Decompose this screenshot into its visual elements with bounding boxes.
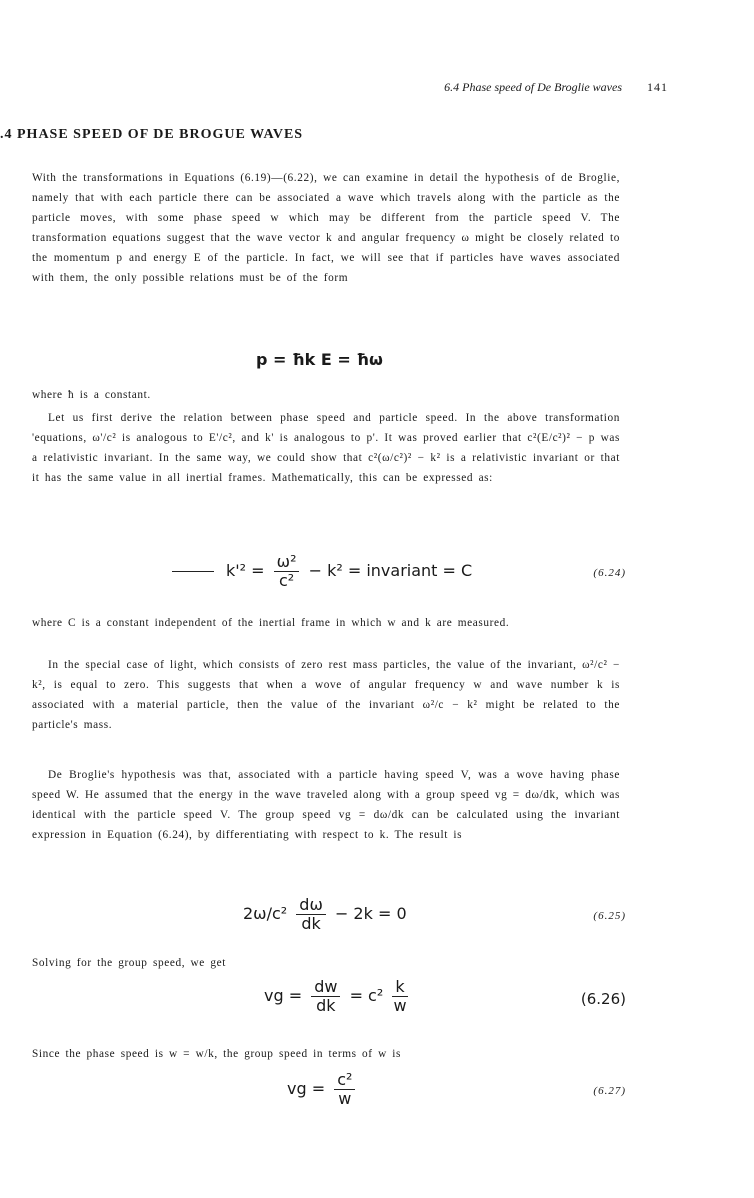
equation-form-text: p = ħk E = ħω <box>256 350 383 369</box>
paragraph-4: where C is a constant independent of the inertial frame in which w and k are measured. <box>32 617 510 629</box>
eq-627-label: (6.27) <box>593 1085 626 1097</box>
paragraph-1: With the transformations in Equations (6.19)—(6.22), we can examine in detail the hypothesis of de Broglie, namely that with each particle there can be associated a wave which travels along with the particle as the particle moves, with some phase speed w which may be different from the particle speed V. The transformation equations suggest that the wave vector k and angular frequency ω might be closely related to the momentum p and energy E of the particle. In fact, we will see that if particles have waves associated with them, the only possible relations must be of the form <box>32 172 620 284</box>
eq-624-label: (6.24) <box>593 567 626 579</box>
eq-625-fraction: $\frac{d\omega}{dk}$ <box>296 896 326 933</box>
eq-624-rhs: − k² = invariant = C <box>308 561 473 580</box>
paragraph-6: De Broglie's hypothesis was that, associated with a particle having speed V, was a wove having phase speed W. He assumed that the energy in the wave traveled along with a group speed vg = dω/dk, which was identical with the particle speed V. The group speed vg = dω/dk can be calculated using the invariant expression in Equation (6.24), by differentiating with respect to k. The result is <box>32 769 620 841</box>
eq-626-lhs: vg = <box>264 986 303 1005</box>
eq-625-label: (6.25) <box>593 910 626 922</box>
eq-626-mid: = c² <box>349 986 384 1005</box>
eq-624-fraction: $\frac{\text{ω²}}{\text{c²}}$ <box>274 553 300 590</box>
eq-626-label: (6.26) <box>580 990 626 1008</box>
leader-dash <box>172 571 214 572</box>
eq-625-part-b: − 2k = 0 <box>334 904 407 923</box>
section-title: .4 PHASE SPEED OF DE BROGUE WAVES <box>0 127 304 142</box>
running-title: 6.4 Phase speed of De Broglie waves <box>444 80 622 94</box>
paragraph-8: Since the phase speed is w = w/k, the group speed in terms of w is <box>32 1048 402 1060</box>
paragraph-5: In the special case of light, which consists of zero rest mass particles, the value of the invariant, ω²/c² − k², is equal to zero. This suggests that when a wove of angular frequency w and wave number k is associated with a material particle, then the value of the invariant ω²/c − k² might be related to the particle's mass. <box>32 659 620 731</box>
eq-625-part-a: 2ω/c² <box>243 904 288 923</box>
paragraph-2: where ħ is a constant. <box>32 389 151 401</box>
eq-627-lhs: vg = <box>287 1079 326 1098</box>
page-number: 141 <box>647 80 668 94</box>
paragraph-7: Solving for the group speed, we get <box>32 957 226 969</box>
eq-626-fraction-1: $\frac{dw}{dk}$ <box>311 978 340 1015</box>
eq-624-lhs: k'² = <box>226 561 265 580</box>
paragraph-3: Let us first derive the relation between phase speed and particle speed. In the above transformation 'equations, ω'/c² is analogous to E'/c², and k' is analogous to p'. It was proved earlier that c²(E/c²)² − p was a relativistic invariant. In the same way, we could show that c²(ω/c²)² − k² is a relativistic invariant or that it has the same value in all inertial frames. Mathematically, this can be expressed as: <box>32 412 620 484</box>
running-header <box>444 80 668 95</box>
eq-626-fraction-2: $\frac{k}{w}$ <box>393 977 407 1015</box>
eq-627-fraction: $\frac{\text{c²}}{w}$ <box>334 1071 355 1108</box>
